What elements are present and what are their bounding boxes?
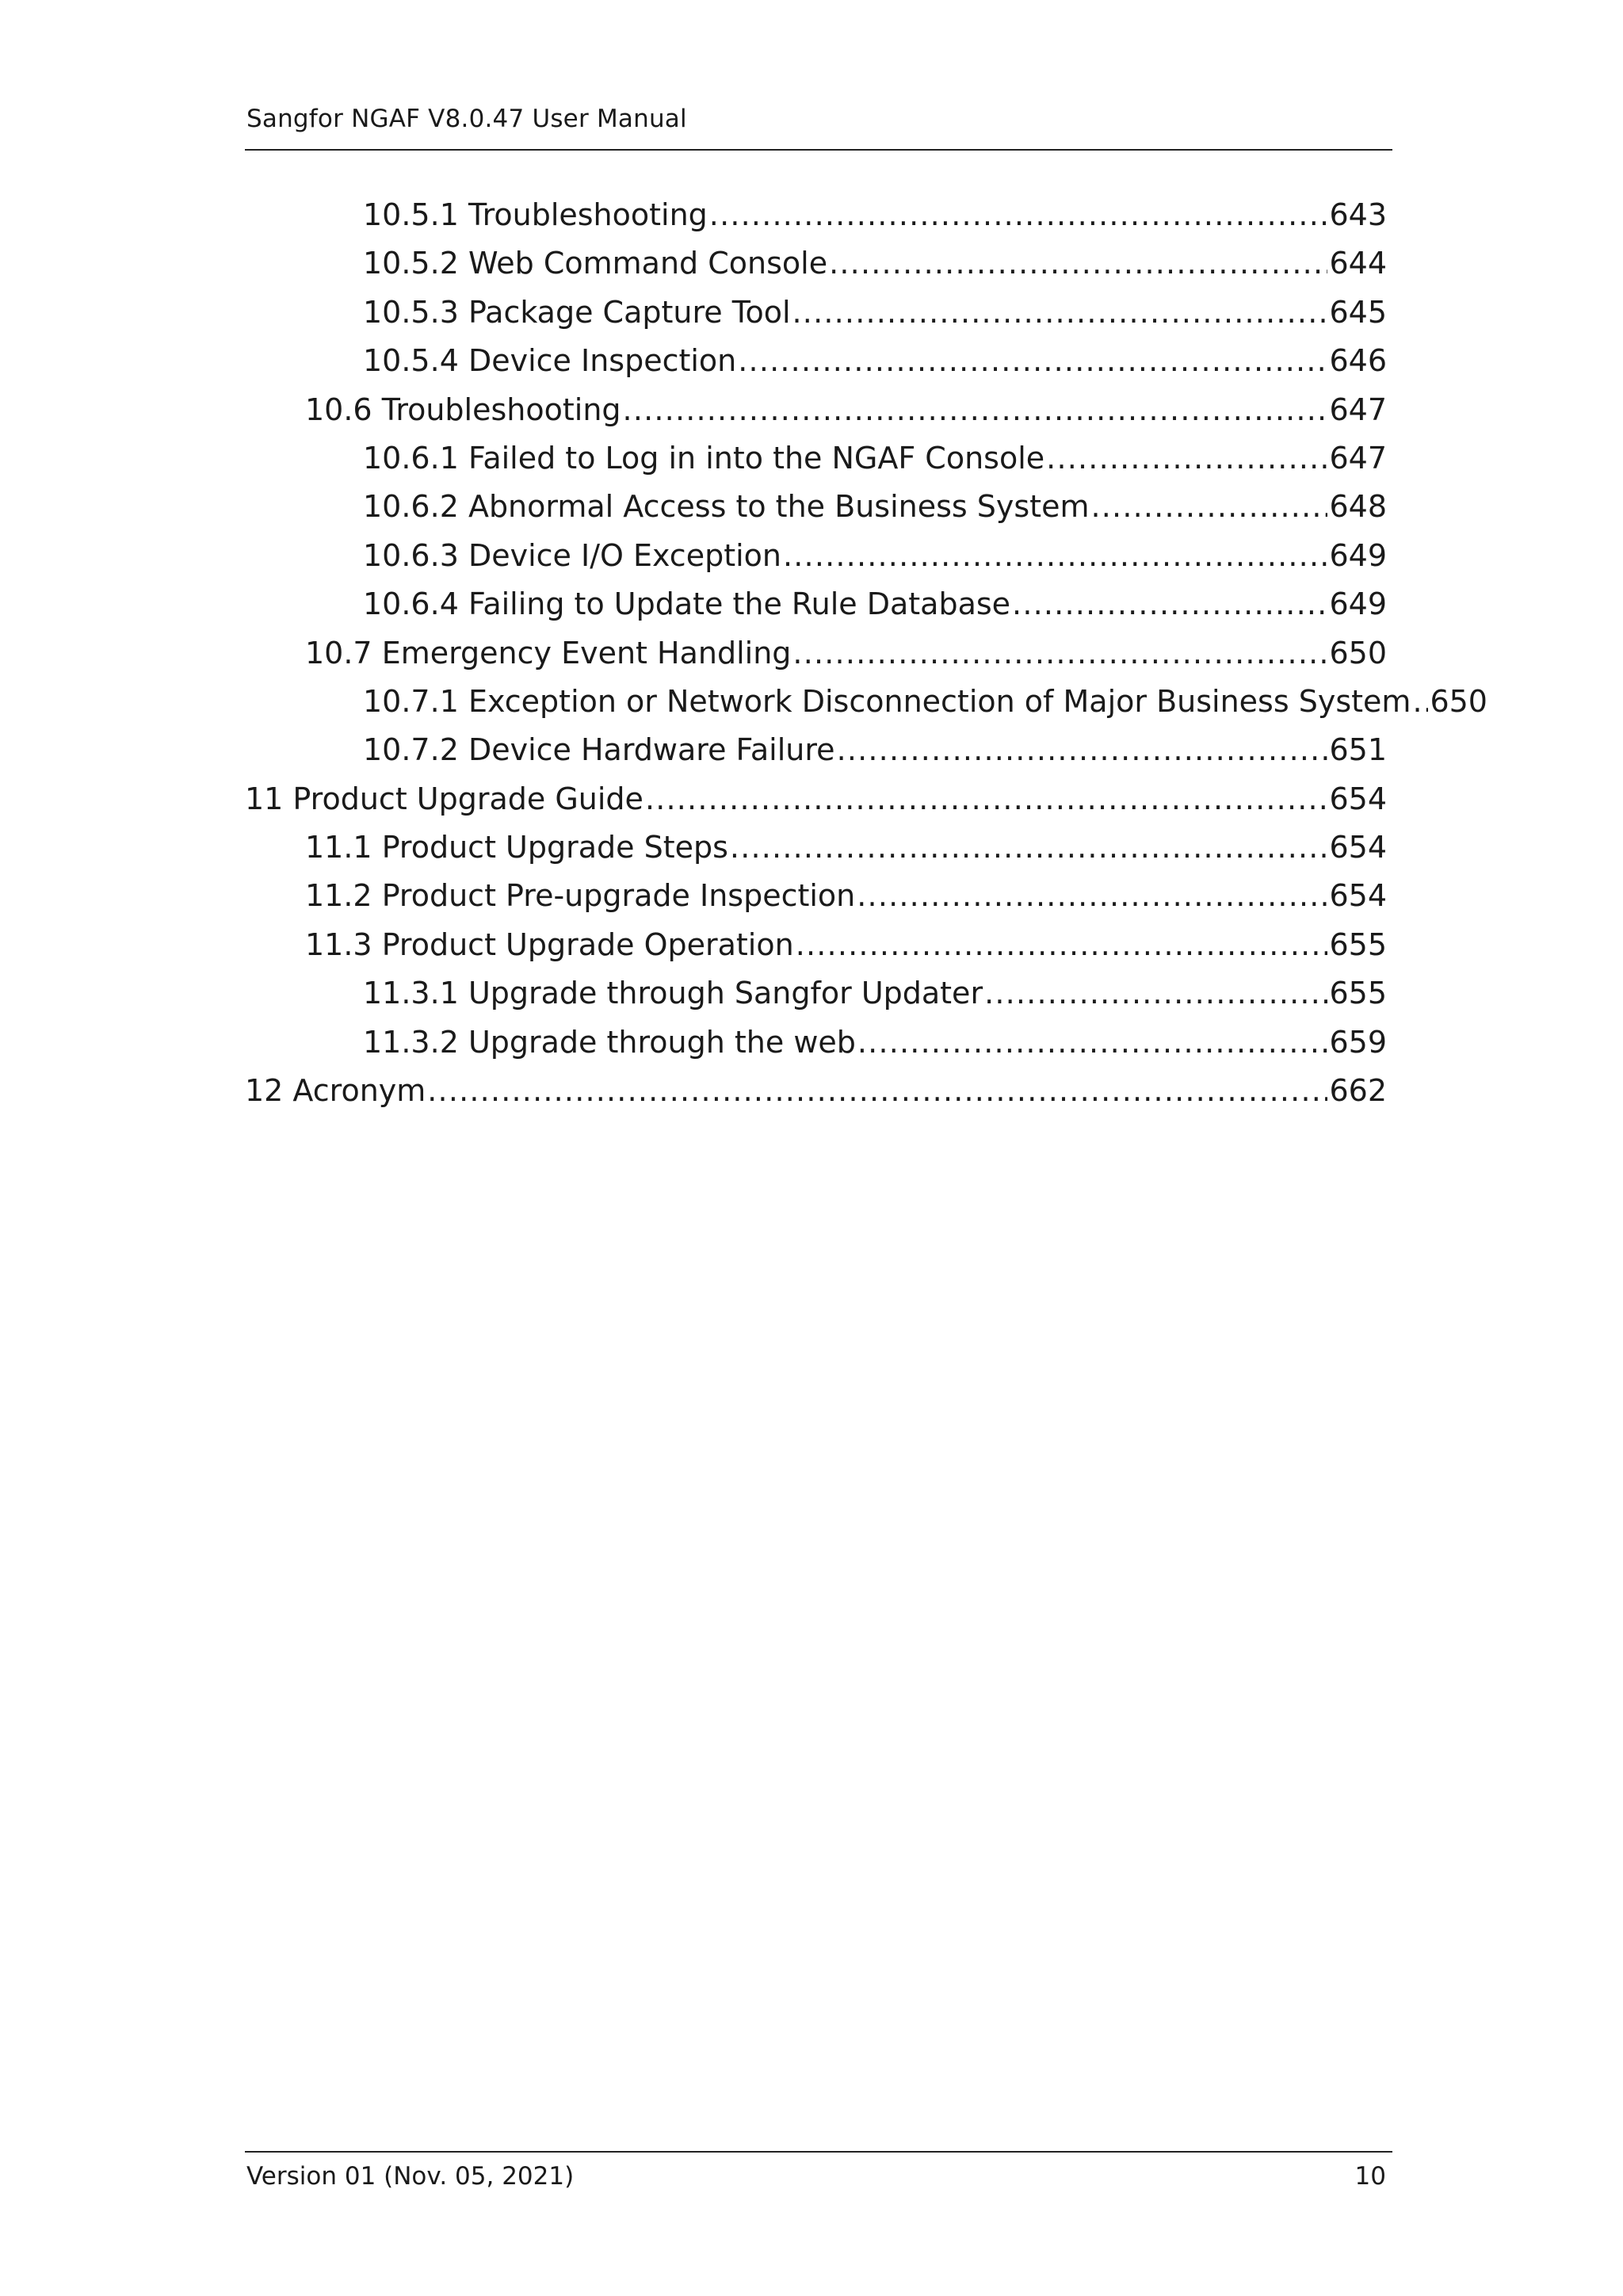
- toc-entry-label: 12 Acronym: [245, 1073, 426, 1109]
- toc-entry-label: 11 Product Upgrade Guide: [245, 781, 643, 816]
- toc-entry-page: 647: [1329, 392, 1387, 427]
- toc-dot-leader: [984, 976, 1327, 1010]
- page-footer: [245, 2151, 1392, 2191]
- toc-dot-leader: [857, 878, 1327, 913]
- page-header: [245, 101, 1392, 151]
- toc-entry[interactable]: [245, 489, 1387, 537]
- toc-entry-page: 649: [1329, 586, 1387, 622]
- toc-entry-label: 11.3 Product Upgrade Operation: [305, 926, 794, 962]
- toc-entry-page: 651: [1329, 732, 1387, 768]
- toc-entry-page: 650: [1430, 683, 1487, 719]
- toc-entry-label: 10.5.3 Package Capture Tool: [363, 294, 791, 330]
- toc-dot-leader: [730, 830, 1328, 865]
- toc-entry-label: 10.7 Emergency Event Handling: [305, 635, 792, 670]
- toc-entry[interactable]: [245, 1025, 1387, 1073]
- toc-entry[interactable]: [245, 246, 1387, 294]
- toc-entry-page: 647: [1329, 440, 1387, 476]
- toc-entry-label: 11.2 Product Pre-upgrade Inspection: [305, 878, 856, 914]
- toc-entry-label: 10.6.3 Device I/O Exception: [363, 537, 781, 573]
- toc-dot-leader: [738, 343, 1327, 378]
- toc-dot-leader: [792, 636, 1327, 670]
- toc-entry-page: 650: [1329, 635, 1387, 670]
- toc-entry-label: 10.6.2 Abnormal Access to the Business System: [363, 489, 1090, 525]
- toc-entry[interactable]: [245, 732, 1387, 781]
- toc-entry[interactable]: [245, 295, 1387, 343]
- page-number: 10: [1354, 2162, 1386, 2191]
- toc-entry[interactable]: [245, 878, 1387, 926]
- toc-dot-leader: [792, 295, 1328, 330]
- toc-entry-label: 11.1 Product Upgrade Steps: [305, 830, 728, 865]
- toc-entry-label: 10.7.1 Exception or Network Disconnection of Major Business System: [363, 683, 1411, 719]
- toc-entry-page: 643: [1329, 197, 1387, 232]
- toc-entry[interactable]: [245, 1073, 1387, 1121]
- toc-dot-leader: [623, 392, 1328, 427]
- toc-dot-leader: [829, 246, 1327, 281]
- toc-entry[interactable]: [245, 441, 1387, 489]
- toc-entry-page: 655: [1329, 976, 1387, 1011]
- toc-entry-label: 10.6 Troubleshooting: [305, 392, 621, 427]
- toc-entry-page: 644: [1329, 246, 1387, 281]
- toc-entry-page: 654: [1329, 830, 1387, 865]
- toc-entry-page: 655: [1329, 926, 1387, 962]
- toc-entry-page: 645: [1329, 294, 1387, 330]
- toc-dot-leader: [783, 538, 1327, 573]
- toc-dot-leader: [1412, 684, 1428, 719]
- toc-dot-leader: [1046, 441, 1327, 476]
- toc-entry[interactable]: [245, 343, 1387, 392]
- toc-dot-leader: [1012, 586, 1327, 621]
- toc-dot-leader: [857, 1025, 1328, 1060]
- toc-dot-leader: [427, 1073, 1327, 1108]
- table-of-contents: [245, 197, 1487, 1121]
- toc-entry-label: 10.5.2 Web Command Console: [363, 246, 828, 281]
- toc-entry-label: 11.3.1 Upgrade through Sangfor Updater: [363, 976, 983, 1011]
- toc-entry-label: 10.6.1 Failed to Log in into the NGAF Console: [363, 440, 1045, 476]
- toc-entry-page: 662: [1329, 1073, 1387, 1109]
- toc-entry-label: 10.6.4 Failing to Update the Rule Database: [363, 586, 1011, 622]
- toc-entry[interactable]: [245, 976, 1387, 1024]
- toc-entry[interactable]: [245, 392, 1387, 441]
- toc-dot-leader: [837, 732, 1328, 767]
- toc-entry-page: 654: [1329, 878, 1387, 914]
- toc-entry-label: 10.5.1 Troubleshooting: [363, 197, 708, 232]
- version-info: Version 01 (Nov. 05, 2021): [246, 2162, 575, 2191]
- toc-entry-page: 646: [1329, 343, 1387, 379]
- toc-entry[interactable]: [245, 197, 1387, 246]
- toc-entry[interactable]: [245, 830, 1387, 878]
- toc-entry[interactable]: [245, 683, 1487, 732]
- toc-entry[interactable]: [245, 538, 1387, 586]
- toc-dot-leader: [645, 781, 1328, 816]
- toc-entry[interactable]: [245, 636, 1387, 684]
- toc-dot-leader: [1090, 489, 1327, 524]
- toc-entry-page: 649: [1329, 537, 1387, 573]
- toc-dot-leader: [709, 197, 1328, 232]
- toc-entry-page: 654: [1329, 781, 1387, 816]
- toc-entry-label: 10.7.2 Device Hardware Failure: [363, 732, 835, 768]
- toc-entry-label: 11.3.2 Upgrade through the web: [363, 1024, 856, 1060]
- document-title: Sangfor NGAF V8.0.47 User Manual: [246, 105, 687, 133]
- toc-entry-page: 659: [1329, 1024, 1387, 1060]
- toc-entry[interactable]: [245, 781, 1387, 830]
- toc-entry-page: 648: [1329, 489, 1387, 525]
- toc-entry-label: 10.5.4 Device Inspection: [363, 343, 737, 379]
- toc-entry[interactable]: [245, 927, 1387, 976]
- toc-dot-leader: [796, 927, 1328, 962]
- toc-entry[interactable]: [245, 586, 1387, 635]
